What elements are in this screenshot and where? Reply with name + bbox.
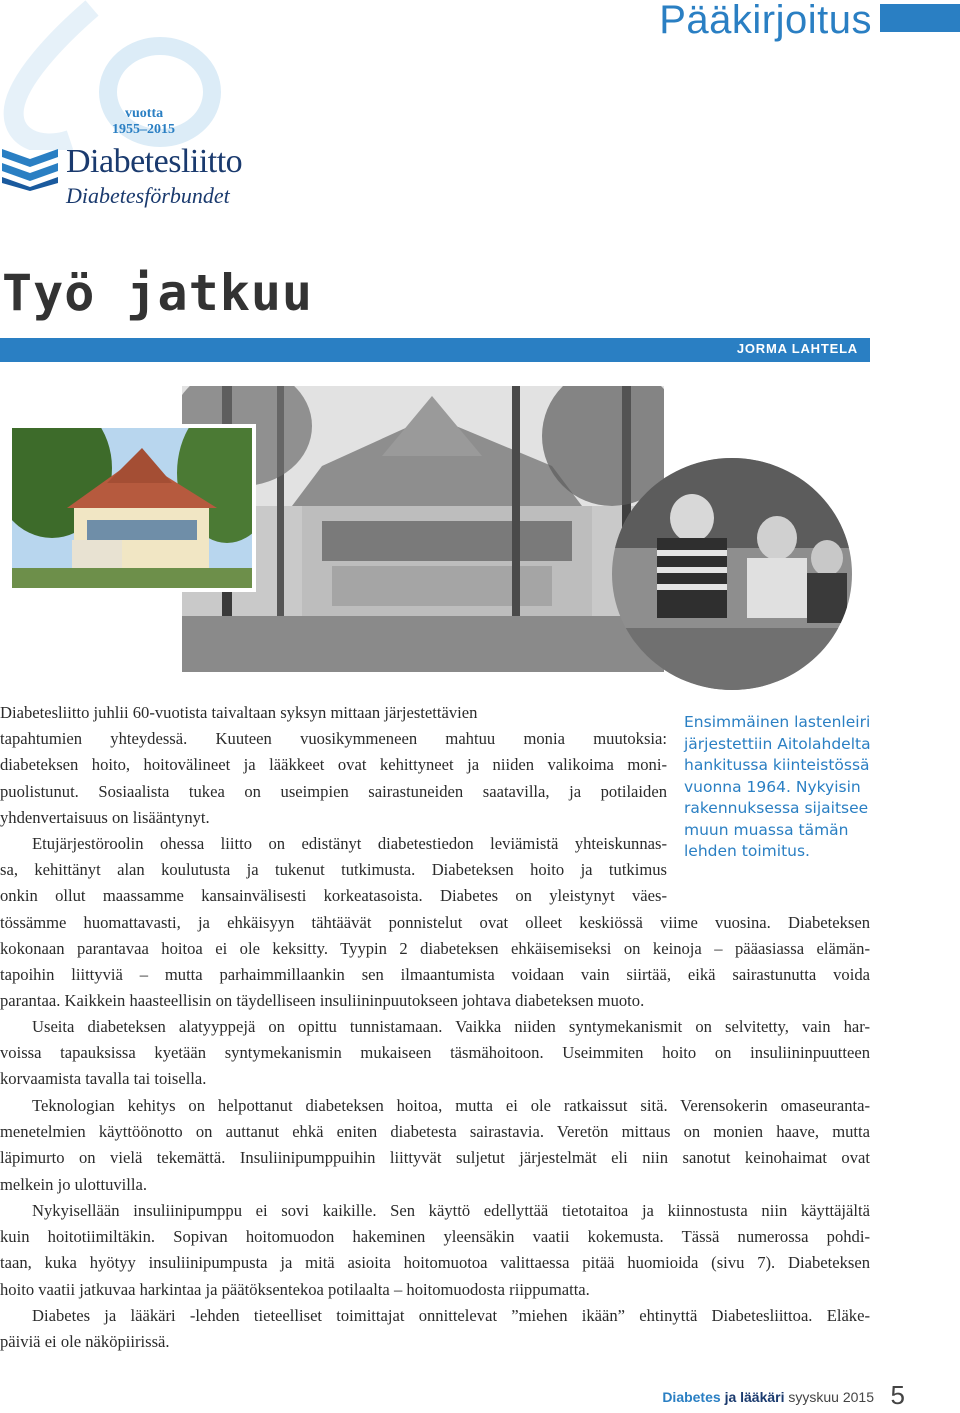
- text-line: sa, kehittänyt alan koulutusta ja tukenut tutkimusta. Diabeteksen hoito ja tutkimus: [0, 860, 667, 880]
- text-line: hoito vaatii jatkuvaa harkintaa ja päätöksentekoa potilaalta – hoitomuodosta riippumatta.: [0, 1279, 590, 1299]
- page-number: 5: [890, 1380, 905, 1410]
- footer-issue: syyskuu 2015: [788, 1389, 874, 1405]
- article-title: Työ jatkuu: [2, 264, 314, 322]
- text-line: korvaamista tavalla tai toisella.: [0, 1069, 207, 1089]
- paragraph-4: [0, 1093, 870, 1198]
- text-line: taan, kuka hyötyy insuliinipumpusta ja mitä asioita hoitomuotoa valittaessa pitää huomioida (sivu 7). Diabeteksen: [0, 1253, 870, 1273]
- caption-line: vuonna 1964. Nykyisin: [684, 777, 861, 796]
- text-line: yhdenvertaisuus on lisääntynyt.: [0, 807, 210, 827]
- text-line: diabeteksen hoito, hoitovälineet ja lääkkeet ovat kehittyneet ja niiden valikoima moni-: [0, 755, 667, 775]
- caption-line: järjestettiin Aitolahdelta: [684, 734, 871, 753]
- text-line: melkein jo ulottuvilla.: [0, 1174, 148, 1194]
- text-line: kokonaan parantavaa hoitoa ei ole keksitty. Tyypin 2 diabeteksen ehkäisemiseksi on keinoja – pääasiassa elämän-: [0, 938, 870, 958]
- paragraph-2: [0, 831, 870, 1014]
- footer-magazine-name: Diabetes: [662, 1389, 721, 1405]
- footer-publication: [662, 1389, 874, 1405]
- text-line: kuin hoitotiimiltäkin. Sopivan hoitomuodon hakeminen yleensäkin vaatii kokemusta. Tässä numerossa pohdi-: [0, 1227, 870, 1247]
- section-accent-bar: [880, 4, 960, 32]
- text-line: Teknologian kehitys on helpottanut diabeteksen hoitoa, mutta ei ole ratkaissut sitä. Verensokerin omaseuranta-: [32, 1096, 870, 1115]
- caption-line: lehden toimitus.: [684, 842, 810, 860]
- caption-line: Ensimmäinen lastenleiri: [684, 713, 871, 731]
- text-line: Diabetesliitto juhlii 60-vuotista taivaltaan syksyn mittaan järjestettävien: [0, 703, 478, 722]
- text-line: voissa tapauksissa kyetään syntymekanismin mukaiseen täsmähoitoon. Useimmiten hoito on insuliininpuutteen: [0, 1043, 870, 1063]
- anniversary-years: 1955–2015: [112, 122, 175, 137]
- text-line: menetelmien käyttöönotto on auttanut ehkä eniten diabetesta sairastavia. Veretön mittaus on monien haave, mutta: [0, 1122, 870, 1142]
- logo-name-swedish: Diabetesförbundet: [66, 183, 230, 208]
- author-bar: [0, 338, 870, 362]
- text-line: Nykyisellään insuliinipumppu ei sovi kaikille. Sen käyttö edellyttää tietotaitoa ja kiinnostusta niin käyttäjältä: [32, 1201, 870, 1220]
- current-building-photo: [12, 428, 252, 588]
- anniversary-word: vuotta: [125, 106, 164, 121]
- text-line: Etujärjestöroolin ohessa liitto on edistänyt diabetestiedon leviämistä yhteiskunnas-: [32, 834, 667, 853]
- text-line: Useita diabeteksen alatyyppejä on opittu tunnistamaan. Vaikka niiden syntymekanismit on selvitetty, vain har-: [32, 1017, 870, 1036]
- paragraph-3: [0, 1014, 870, 1093]
- diabetesliitto-logo-icon: [0, 145, 62, 191]
- author-name: JORMA LAHTELA: [736, 341, 858, 356]
- text-line: puolistunut. Sosiaalista tukea on useimpien sairastuneiden saatavilla, ja potilaiden: [0, 781, 667, 801]
- paragraph-6: [0, 1303, 870, 1355]
- section-label: Pääkirjoitus: [659, 0, 872, 42]
- text-line: Diabetes ja lääkäri -lehden tieteelliset toimittajat onnittelevat ”miehen ikään” ehtinyttä Diabetesliittoa. Eläke-: [32, 1306, 870, 1325]
- caption-line: hankitussa kiinteistössä: [684, 756, 870, 774]
- footer-magazine-name-2: ja lääkäri: [724, 1389, 785, 1405]
- text-line: parantaa. Kaikkein haasteellisin on täydelliseen insuliininpuutokseen johtava diabeteksen muoto.: [0, 991, 645, 1011]
- text-line: päiviä ei ole näköpiirissä.: [0, 1332, 170, 1352]
- children-running-photo: [612, 458, 852, 690]
- caption-line: muun muassa tämän: [684, 820, 849, 839]
- text-line: tapahtumien yhteydessä. Kuuteen vuosikymmeneen mahtuu monia muutoksia:: [0, 729, 667, 749]
- text-line: läpimurto on vielä tekemättä. Insuliinipumppuihin liittyvät suljetut järjestelmät eli niin sanotut keinohaimat ovat: [0, 1148, 870, 1168]
- text-line: tössämme huomattavasti, ja ehkäisyyn tähtäävät ponnistelut ovat olleet keskiössä viime vuosina. Diabeteksen: [0, 912, 870, 932]
- logo-name-finnish: Diabetesliitto: [66, 143, 243, 180]
- paragraph-1: [0, 700, 667, 831]
- caption-line: rakennuksessa sijaitsee: [684, 799, 869, 817]
- text-line: tapoihin liittyviä – mutta parhaimmillaankin sen ilmaantumista voidaan vain siirtää, eikä sairastunutta voida: [0, 965, 870, 985]
- paragraph-5: [0, 1198, 870, 1303]
- text-line: onkin ollut maassamme kansainvälisesti korkeatasoista. Diabetes on yleistynyt väes-: [0, 886, 667, 906]
